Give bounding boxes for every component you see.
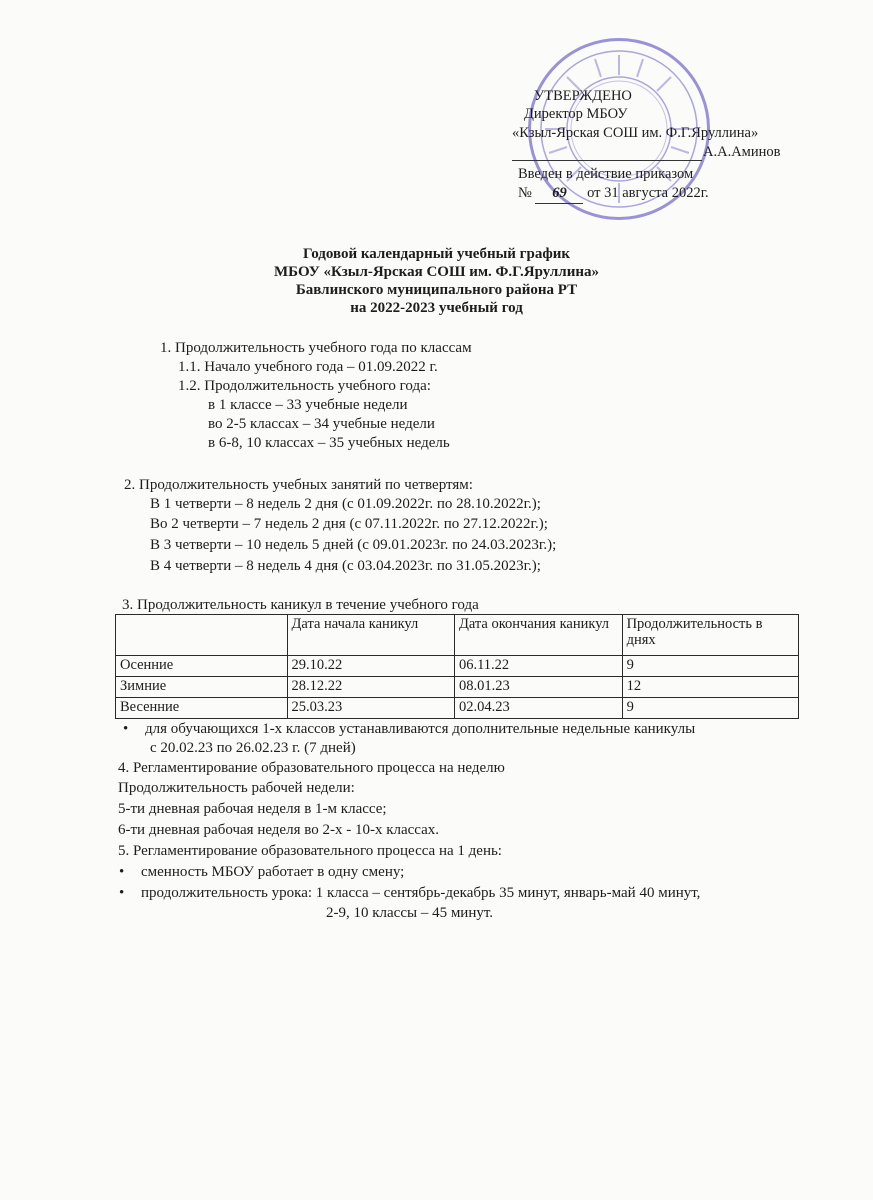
table-cell: 08.01.23 [454,677,622,698]
order-prefix: № [518,185,532,201]
table-cell: Зимние [116,677,288,698]
section3-note: • для обучающихся 1-х классов устанавливаются дополнительные недельные каникулы [145,721,695,738]
table-row [116,698,799,719]
table-cell: 12 [622,677,798,698]
doc-title-line1: Годовой календарный учебный график [302,246,571,262]
section4-line: 6-ти дневная рабочая неделя во 2-х - 10-х классах. [118,822,440,838]
section2-heading: 2. Продолжительность учебных занятий по четвертям: [124,477,473,493]
table-header-row [116,615,799,656]
doc-title-line4: на 2022-2023 учебный год [350,300,523,316]
approval-director-name: А.А.Аминов [703,144,781,160]
section3-heading: 3. Продолжительность каникул в течение учебного года [122,597,479,613]
table-cell: Весенние [116,698,288,719]
approval-order [518,183,709,204]
table-cell: 28.12.22 [287,677,454,698]
section1-line: в 1 классе – 33 учебные недели [208,397,408,413]
section5-bullet: • сменность МБОУ работает в одну смену; [141,864,404,881]
section1-line: в 6-8, 10 классах – 35 учебных недель [208,435,450,451]
table-row [116,677,799,698]
table-cell: Осенние [116,656,288,677]
section5-bullet: • продолжительность урока: 1 класса – сентябрь-декабрь 35 минут, январь-май 40 минут, [141,885,700,902]
section1-line: во 2-5 классах – 34 учебные недели [208,416,435,432]
section2-line: В 3 четверти – 10 недель 5 дней (с 09.01.2023г. по 24.03.2023г.); [150,537,557,553]
section1-heading: 1. Продолжительность учебного года по классам [160,340,472,356]
table-cell: 06.11.22 [454,656,622,677]
table-header: Дата окончания каникул [454,615,622,656]
holidays-table [115,614,799,719]
order-date: от 31 августа 2022г. [587,185,709,201]
section2-line: В 1 четверти – 8 недель 2 дня (с 01.09.2022г. по 28.10.2022г.); [150,496,541,512]
table-header: Дата начала каникул [287,615,454,656]
section4-heading: 4. Регламентирование образовательного процесса на неделю [118,760,505,776]
approval-order-text: Введен в действие приказом [518,166,694,182]
section1-item1: 1.1. Начало учебного года – 01.09.2022 г. [178,359,438,375]
section4-line: Продолжительность рабочей недели: [118,780,355,796]
approval-school: «Кзыл-Ярская СОШ им. Ф.Г.Яруллина» [512,125,759,141]
doc-title-line3: Бавлинского муниципального района РТ [295,282,578,298]
order-number: 69 [535,183,583,204]
table-cell: 02.04.23 [454,698,622,719]
approval-label: УТВЕРЖДЕНО [534,88,632,104]
section2-line: Во 2 четверти – 7 недель 2 дня (с 07.11.2022г. по 27.12.2022г.); [150,516,548,532]
section2-line: В 4 четверти – 8 недель 4 дня (с 03.04.2023г. по 31.05.2023г.); [150,558,541,574]
table-row [116,656,799,677]
table-header [116,615,288,656]
table-cell: 29.10.22 [287,656,454,677]
section1-item2: 1.2. Продолжительность учебного года: [178,378,431,394]
section4-line: 5-ти дневная рабочая неделя в 1-м классе; [118,801,387,817]
doc-title-line2: МБОУ «Кзыл-Ярская СОШ им. Ф.Г.Яруллина» [273,264,600,280]
table-cell: 9 [622,656,798,677]
table-cell: 25.03.23 [287,698,454,719]
section5-bullet-cont: 2-9, 10 классы – 45 минут. [326,905,494,921]
approval-position: Директор МБОУ [524,106,628,122]
table-header: Продолжительность в днях [622,615,798,656]
signature-line [512,160,702,161]
section3-note-cont: с 20.02.23 по 26.02.23 г. (7 дней) [150,740,356,756]
section5-heading: 5. Регламентирование образовательного процесса на 1 день: [118,843,502,859]
table-cell: 9 [622,698,798,719]
